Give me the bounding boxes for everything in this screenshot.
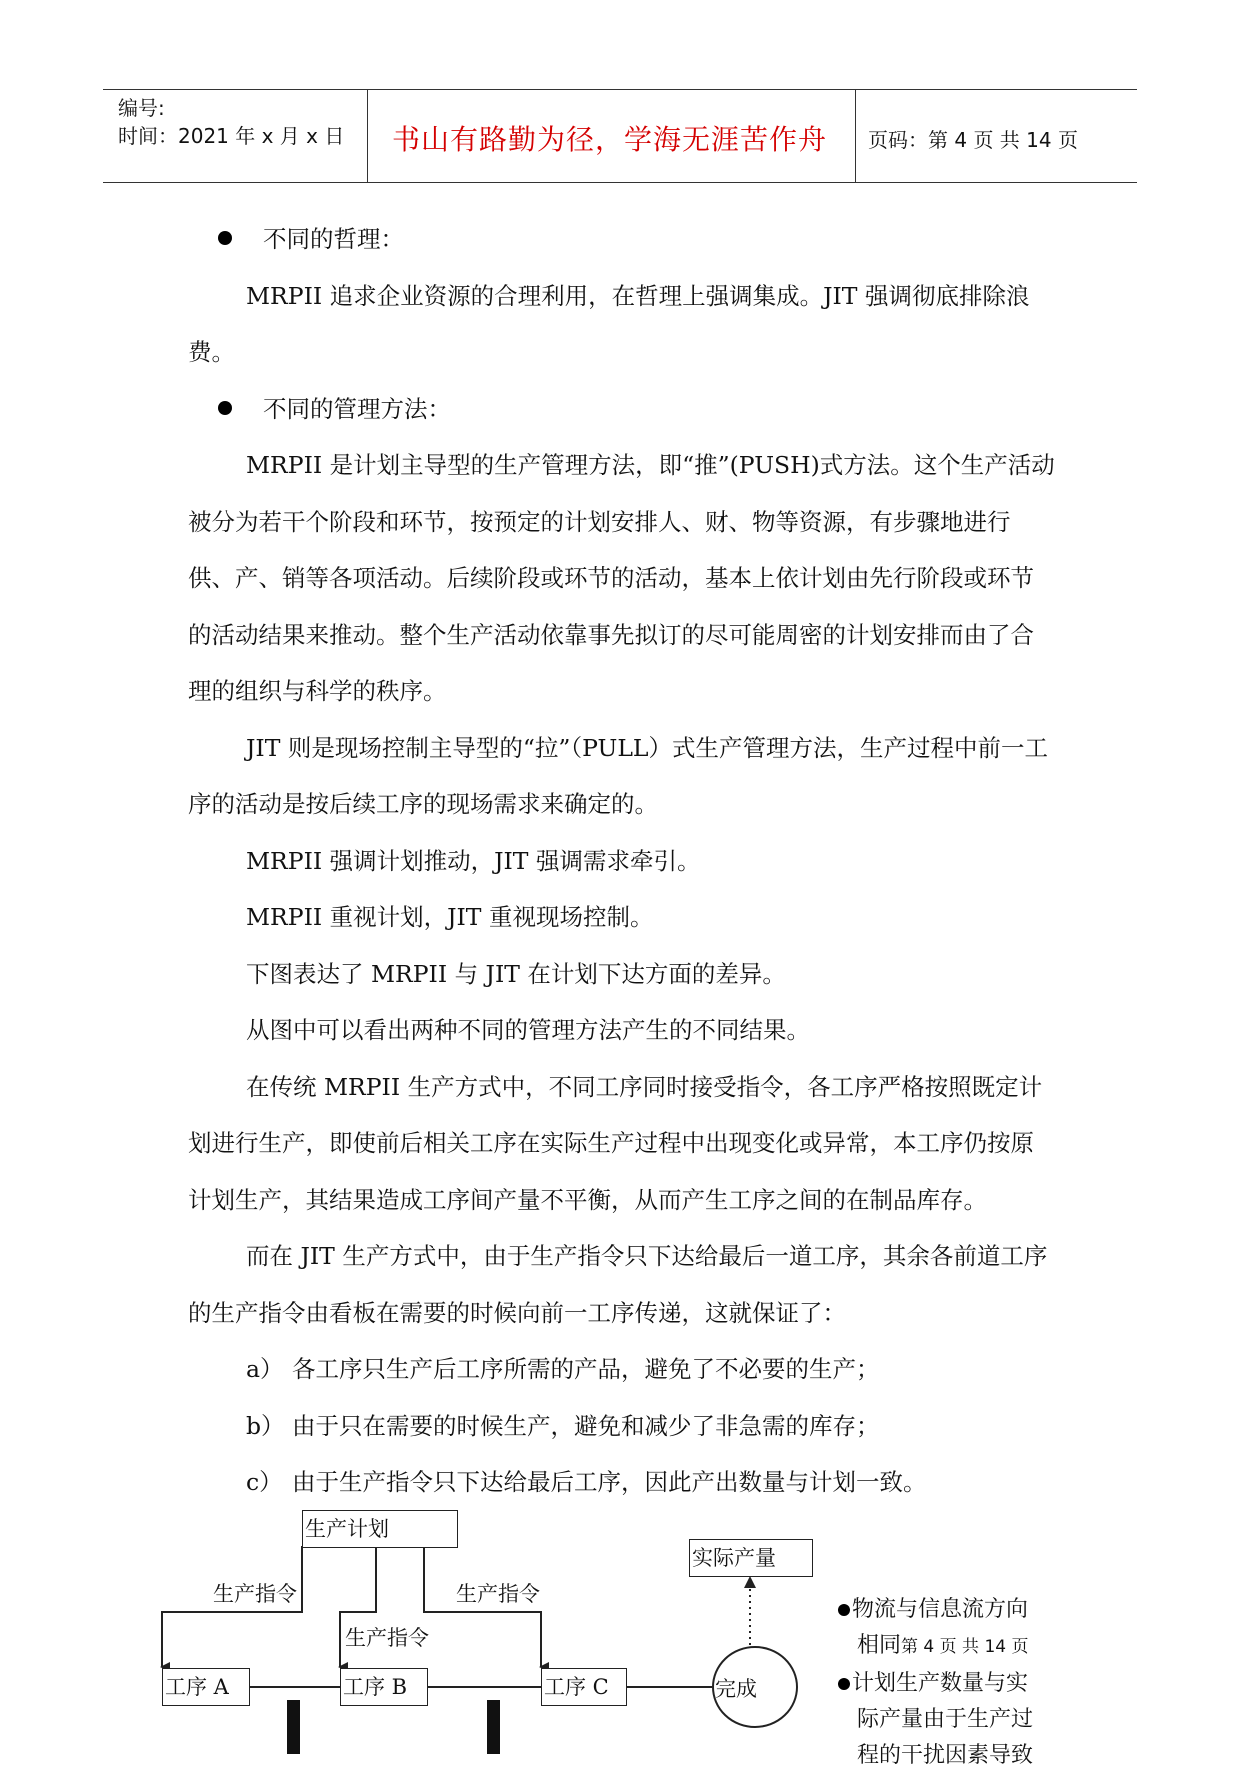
- paragraph-mrpii-push: MRPII 是计划主导型的生产管理方法，即“推”(PUSH)式方法。这个生产活动被分为若干个阶段和环节，按预定的计划安排人、财、物等资源，有步骤地进行供、产、销等各项活动。后续阶段或环节的活动，基本上依计划由先行阶段或环节的活动结果来推动。整个生产活动依靠事先拟订的尽可能周密的计划安排而由了合理的组织与科学的秩序。: [188, 451, 1055, 705]
- paragraph-jit-mode: 而在 JIT 生产方式中，由于生产指令只下达给最后一道工序，其余各前道工序的生产指令由看板在需要的时候向前一工序传递，这就保证了：: [188, 1242, 1048, 1327]
- label-order-right: 生产指令: [456, 1582, 540, 1606]
- list-item-text: 由于只在需要的时候生产，避免和减少了非急需的库存；: [292, 1411, 880, 1440]
- arrow-up-icon: [744, 1576, 756, 1588]
- paragraph-mrpii-mode: 在传统 MRPII 生产方式中，不同工序同时接受指令，各工序严格按照既定计划进行生产，即使前后相关工序在实际生产过程中出现变化或异常，本工序仍按原计划生产，其结果造成工序间产量不平衡，从而产生工序之间的在制品库存。: [188, 1072, 1043, 1214]
- thick-arrow-left: [287, 1700, 300, 1754]
- paragraph-philosophy: MRPII 追求企业资源的合理利用，在哲理上强调集成。JIT 强调彻底排除浪费。: [188, 281, 1030, 366]
- box-actual-output: 实际产量: [689, 1539, 813, 1577]
- label-done: 完成: [715, 1677, 757, 1701]
- box-production-plan: 生产计划: [302, 1510, 458, 1548]
- box-process-c: 工序 C: [541, 1668, 627, 1706]
- bullet-philosophy-title: 不同的哲理：: [263, 225, 404, 253]
- bullet-dot-icon: [838, 1604, 850, 1616]
- header-time-label: 时间：2021 年 x 月 x 日: [118, 124, 345, 148]
- list-item-marker: b）: [246, 1411, 285, 1440]
- thick-arrow-right: [487, 1700, 500, 1754]
- list-item-text: 由于生产指令只下达给最后工序，因此产出数量与计划一致。: [292, 1468, 927, 1496]
- bullet-dot-icon: [838, 1678, 850, 1690]
- side-note-quantity-line3: 程的干扰因素导致: [857, 1743, 1034, 1768]
- header-page-label: 页码：第 4 页 共 14 页: [868, 128, 1078, 152]
- header-motto: 书山有路勤为径，学海无涯苦作舟: [392, 123, 828, 156]
- box-process-b: 工序 B: [340, 1668, 428, 1706]
- label-order-left: 生产指令: [213, 1582, 297, 1606]
- paragraph-figure-intro: 下图表达了 MRPII 与 JIT 在计划下达方面的差异。: [246, 959, 786, 988]
- box-process-a: 工序 A: [162, 1668, 250, 1706]
- label-order-mid: 生产指令: [345, 1626, 429, 1650]
- side-note-flow-line2: 相同第 4 页 共 14 页: [857, 1633, 1029, 1658]
- side-note-quantity: [838, 1666, 1033, 1774]
- side-note-quantity-line2: 际产量由于生产过: [857, 1707, 1034, 1732]
- list-item-text: 各工序只生产后工序所需的产品，避免了不必要的生产；: [292, 1355, 880, 1383]
- paragraph-plan-vs-demand: MRPII 强调计划推动，JIT 强调需求牵引。: [246, 846, 701, 875]
- side-page-label: 第 4 页 共 14 页: [901, 1637, 1029, 1657]
- paragraph-plan-vs-control: MRPII 重视计划，JIT 重视现场控制。: [246, 903, 654, 931]
- paragraph-jit-pull: JIT 则是现场控制主导型的“拉”（PULL）式生产管理方法，生产过程中前一工序的活动是按后续工序的现场需求来确定的。: [188, 733, 1049, 818]
- paragraph-figure-result: 从图中可以看出两种不同的管理方法产生的不同结果。: [246, 1016, 810, 1044]
- side-note-flow: [838, 1592, 1028, 1665]
- bullet-methods-title: 不同的管理方法：: [263, 394, 451, 423]
- side-note-flow-line1: 物流与信息流方向: [838, 1592, 1028, 1628]
- list-item-marker: c）: [246, 1468, 283, 1496]
- header-number-label: 编号:: [118, 96, 165, 120]
- side-note-quantity-line1: 计划生产数量与实: [838, 1666, 1033, 1702]
- list-item-marker: a）: [246, 1355, 284, 1383]
